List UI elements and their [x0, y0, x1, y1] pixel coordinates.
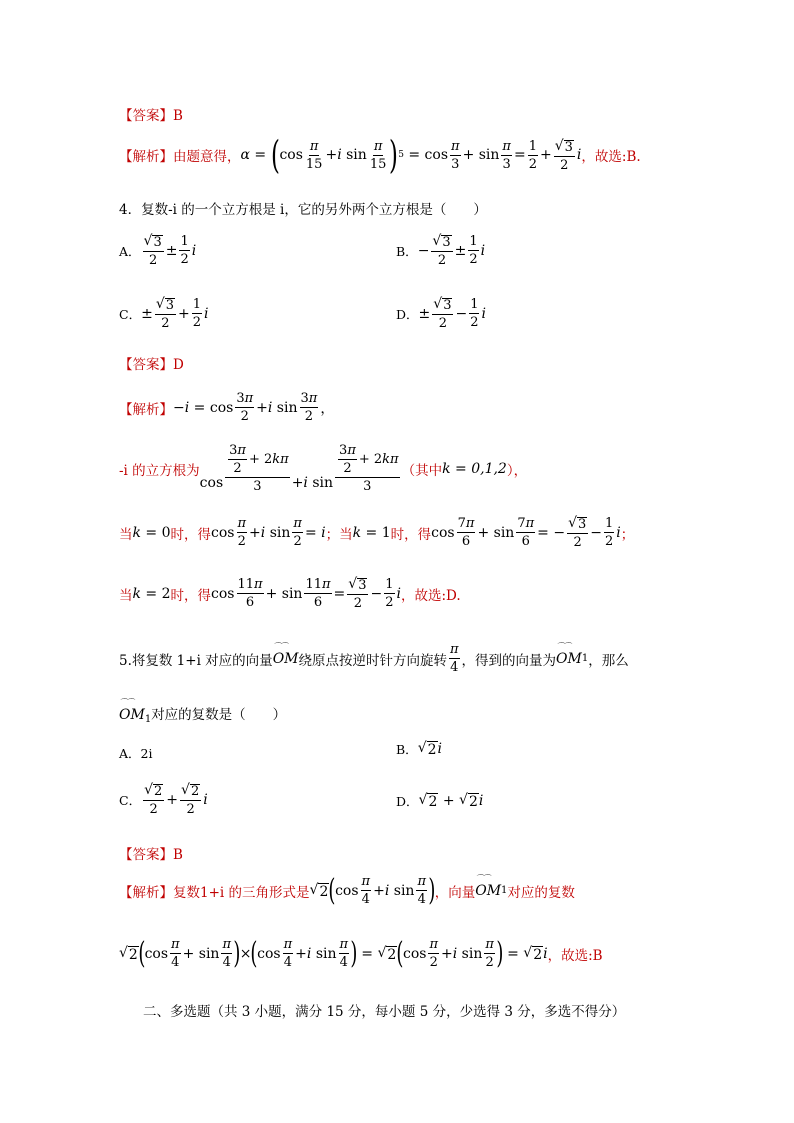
q5-answer-line	[119, 843, 183, 863]
k-note-open: （其中	[401, 462, 443, 479]
q5-option-a	[119, 744, 152, 762]
text-get-2: 时，得	[390, 526, 432, 543]
option-label: B．	[396, 742, 418, 757]
analysis-part-a: 复数1+i 的三角形式是	[173, 884, 310, 901]
q4-option-d: D． ± √ 3 2 − $\frac{1}{2}$ i	[396, 296, 486, 331]
answer-tag: 【答案】	[119, 357, 173, 373]
analysis-tag: 【解析】	[119, 149, 173, 165]
q5-stem-line-1: 5.将复数 1+i 对应的向量 ⌒⌒ OM 绕原点按逆时针方向旋转 π 4 ，得到的向量为 ⌒⌒ OM 1 ，那么	[119, 643, 629, 674]
k-note-close: ），	[506, 462, 528, 479]
stem-part-d: ，那么	[588, 652, 629, 669]
q4-stem: 4．复数-i 的一个立方根是 i，它的另外两个立方根是（ ）	[119, 202, 487, 218]
text-when-2: ；当	[325, 526, 353, 543]
text-get-3: 时，得	[170, 587, 212, 604]
text-when-3: 当	[119, 587, 133, 604]
option-label: D．	[396, 306, 419, 322]
vector-om1: ⌒⌒ OM	[556, 651, 582, 667]
text-semicolon: ；	[620, 526, 635, 543]
k-values: k = 0,1,2	[442, 460, 507, 477]
section-heading: 二、多选题（共 3 小题，满分 15 分，每小题 5 分，少选得 3 分，多选不得分）	[143, 1004, 626, 1020]
q3-answer-line	[119, 104, 183, 124]
analysis-tag: 【解析】	[119, 401, 173, 418]
answer-value: B	[173, 108, 183, 124]
q5-option-d: D． √ 2 + √ 2 i	[396, 792, 484, 810]
stem-part-b: 绕原点按逆时针方向旋转	[298, 652, 447, 669]
option-label: C．	[119, 792, 142, 808]
vector-om: ⌒⌒ OM	[273, 651, 299, 667]
q4-analysis-line-2: -i 的立方根为 cos 3π 2 + 2kπ 3 + i sin 3π 2 + 2kπ 3 （其中 k = 0,1,2 ），	[119, 443, 528, 494]
q5-analysis-line-1: 【解析】 复数1+i 的三角形式是 √ 2 ( cos π 4 + i sin π 4 ) ，向量 ⌒⌒ OM 1 对应的复数	[119, 875, 575, 906]
option-label: C．	[119, 306, 142, 322]
q5-stem-line-2: ⌒⌒ $OM_1$对应的复数是（ ）	[119, 703, 286, 725]
analysis-part-c: 对应的复数	[507, 884, 575, 901]
analysis-tail: ，故选:B	[547, 947, 603, 964]
analysis-tail: ，故选:B.	[581, 149, 641, 165]
answer-value: B	[173, 847, 183, 863]
answer-value: D	[173, 357, 184, 373]
text-when: 当	[119, 526, 133, 543]
analysis-tail: ，故选:D.	[400, 587, 461, 604]
formula-alpha: α	[240, 147, 250, 163]
analysis-tag: 【解析】	[119, 884, 173, 901]
cube-root-lead: -i 的立方根为	[119, 462, 200, 479]
q4-option-a: A． √ 3 2 ± $\frac{1}{2}$ i	[119, 233, 197, 268]
option-label: B．	[396, 243, 418, 259]
answer-tag: 【答案】	[119, 847, 173, 863]
q5-analysis-line-2: √ 2 ( cos π 4 + sin π 4 ) × ( cos π 4 + i sin π 4 ) = √ 2 ( cos π 2 + i sin π 2 ) = √ 2 i ，故选:B	[119, 935, 603, 971]
q4-answer-line	[119, 353, 184, 373]
stem-part-e: 对应的复数是（ ）	[151, 707, 287, 723]
fraction-pi-15: π 15	[305, 138, 323, 172]
option-text: A．2i	[119, 746, 153, 761]
stem-part-c: ，得到的向量为	[461, 652, 557, 669]
q4-option-b: B． − √ 3 2 ± $\frac{1}{2}$ i	[396, 233, 486, 268]
analysis-part-b: ，向量	[434, 884, 476, 901]
q4-option-c: C． ± √ 3 2 + $\frac{1}{2}$ i	[119, 296, 209, 331]
q3-analysis-line: 【解析】 由题意得， α = ( cos π 15 + i sin π 15 ) 5 = cos π 3 + sin $\frac{\pi}{3}$ = $\frac{1}{2}$ + √ 3 2 i ，故选:B.	[119, 133, 641, 177]
q5-option-b: B． √ 2 i	[396, 740, 443, 758]
answer-tag: 【答案】	[119, 108, 173, 124]
q4-analysis-line-4: 当 k = 2 时，得 cos 11π 6 + sin $\frac{11\pi}{6}$ = √ 3 2 − $\frac{1}{2}$ i ，故选:D.	[119, 576, 461, 611]
q4-analysis-line-1: 【解析】 − i = cos 3π 2 + i sin 3π 2 ，	[119, 391, 335, 424]
stem-part-a: 5.将复数 1+i 对应的向量	[119, 652, 273, 669]
q5-option-c: C． √ 2 2 + √ 2 2 i	[119, 782, 208, 817]
text-get: 时，得	[170, 526, 212, 543]
q4-analysis-line-3: 当 k = 0 时，得 cos π 2 + i sin $\frac{\pi}{2}$ = i ；当 k = 1 时，得 cos 7π 6 + sin $\frac{7\pi}{6}$ = − √ 3 2 − $\frac{1}{2}$ i ；	[119, 515, 635, 550]
option-label: A．	[119, 243, 141, 259]
analysis-lead: 由题意得，	[173, 149, 241, 165]
option-label: D．	[396, 794, 419, 809]
